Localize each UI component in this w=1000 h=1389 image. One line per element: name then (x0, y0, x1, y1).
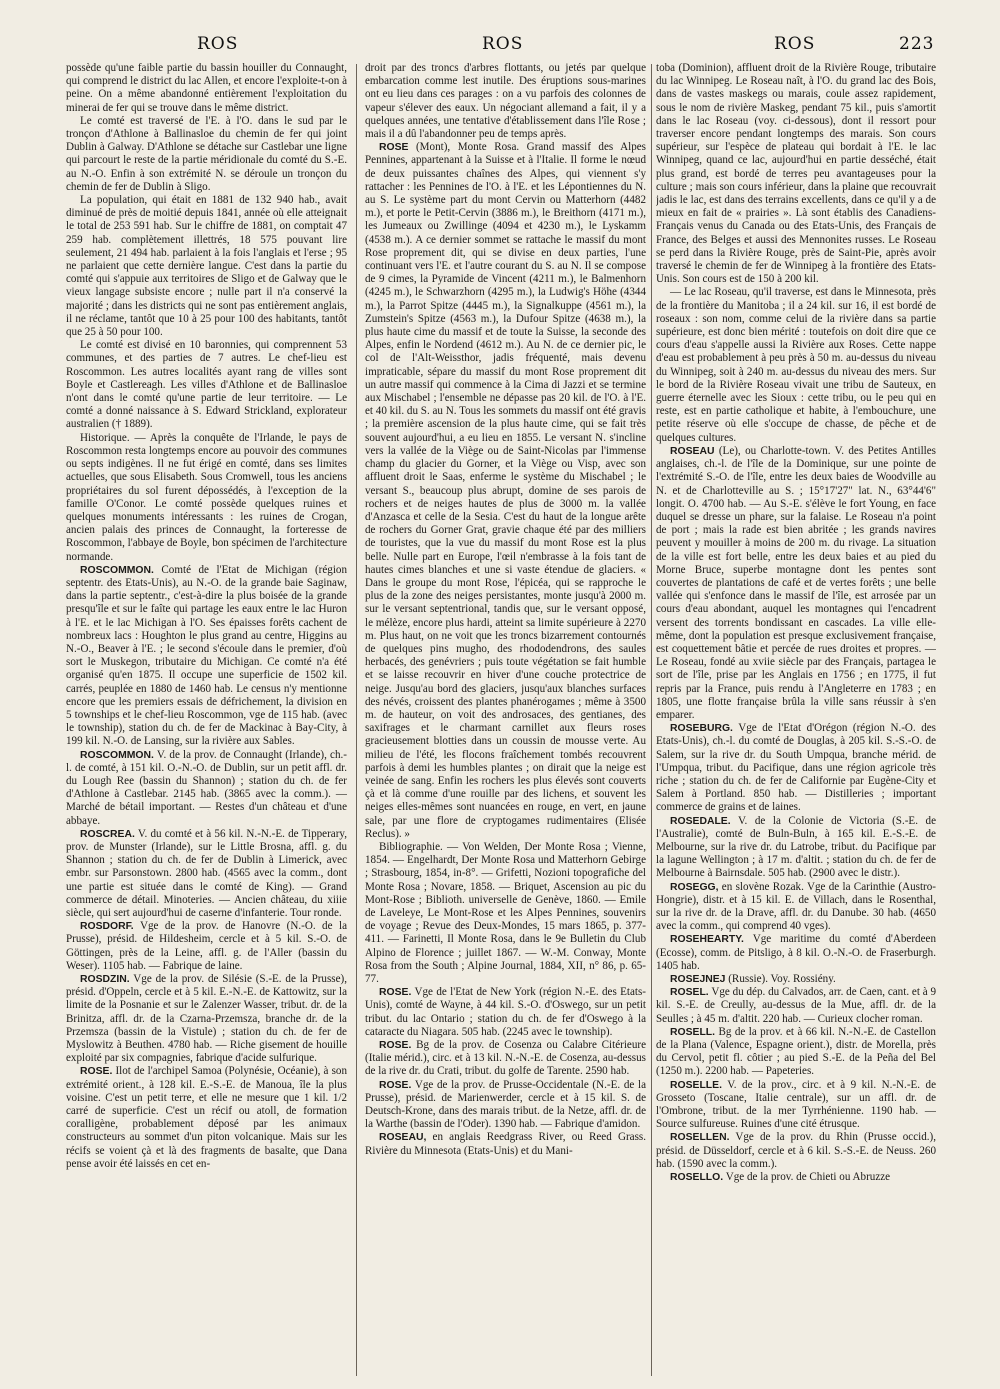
entry-text: La population, qui était en 1881 de 132 940 hab., avait diminué de près de moitié depuis 1841, année où elle atteignait le total de 253 591 hab. Sur le chiffre de 1881, on comptait 47 259 hab. complètement illettrés, 18 575 pouvant lire seulement, 21 494 hab. parlaient à la fois l'anglais et l'erse ; 95 ne parlaient que cette dernière langue. C'est dans la partie du comté qui s'appuie aux territoires de Sligo et de Galway que le vieux langage subsiste encore ; nulle part il n'a conservé la majorité ; dans les districts qui ne sont pas entièrement anglais, il ne réclame, tantôt que 10 à 25 pour 100 des habitants, tantôt que 25 à 50 pour 100. (66, 194, 347, 339)
text-column-1 (66, 62, 347, 1380)
entry-headword: ROSEGG, (670, 881, 719, 893)
paragraph (66, 115, 347, 194)
paragraph (66, 62, 347, 115)
entry-headword: ROSELLEN. (670, 1132, 730, 1144)
entry-headword: ROSE. (379, 1079, 412, 1091)
entry-headword: ROSELLO. (670, 1172, 724, 1184)
entry-headword: ROSEAU (670, 445, 715, 457)
dictionary-entry (66, 749, 347, 828)
entry-text: droit par des troncs d'arbres flottants, ou jetés par quelque embarcation comme lest inutile. Des éruptions sous-marines ont eu lieu dans ces parages : on a vu parfois des colonnes de vapeur s'élever des eaux. Un négociant allemand a fait, il y a quelques années, une tentative d'établissement dans l'île Rose ; mais il a dû l'abandonner peu de temps après. (365, 62, 646, 141)
entry-text: (Mont), Monte Rosa. Grand massif des Alpes Pennines, appartenant à la Suisse et à l'Italie. Il forme le nœud de deux puissantes chaînes des Alpes, qui viennent s'y rattacher : les Pennines de l'O. à l'E. et les Lépontiennes du N. au S. Le système part du mont Cervin ou Matterhorn (4482 m.), et porte le Petit-Cervin (3886 m.), le Breithorn (4171 m.), les Jumeaux ou Zwillinge (4094 et 4230 m.), le Lyskamm (4538 m.). A ce dernier sommet se rattache le massif du mont Rose proprement dit, qui se divise en deux parties, l'une continuant vers l'E. et l'autre courant du S. au N. Il se compose de 9 cimes, la Pyramide de Vincent (4211 m.), le Balmenhorn (4245 m.), le Schwarzhorn (4295 m.), la Ludwig's Höhe (4344 m.), la Parrot Spitze (4445 m.), la Signalkuppe (4561 m.), la Zumstein's Spitze (4563 m.), la Dufour Spitze (4638 m.), la plus haute cime du massif et de toute la Suisse, la seconde des Alpes, enfin le Nordend (4612 m.). Au N. de ce dernier pic, le col de l'Alt-Weissthor, jadis fréquenté, mais devenu impraticable, sépare du massif du mont Rose proprement dit un autre massif qui commence à la Cima di Jazzi et se termine aux Mischabel ; l'ensemble ne dépasse pas 20 kil. de l'O. à l'E. et 40 kil. du S. au N. Tous les sommets du massif ont été gravis ; la première ascension de la plus haute cime, qui se fait très souvent aujourd'hui, a eu lieu en 1855. Le versant N. s'incline vers la vallée de la Viège ou de Saint-Nicolas par l'immense champ du glacier du Gorner, et la Viège ou Visp, avec son affluent droit le Saas, enferme le système du Mischabel ; le versant S., beaucoup plus abrupt, domine de ses parois de rochers et de neiges hautes de plus de 3000 m. la vallée d'Anzasca et celle de la Sesia. C'est du haut de la longue arête de rochers du Gorner Grat, gravie chaque été par des milliers de touristes, que la vue du massif du mont Rose est la plus belle. Nulle part en Europe, l'œil n'embrasse à la fois tant de hautes cimes blanches et une si vaste étendue de glaciers. « Dans le groupe du mont Rose, l'épicéa, qui se rapproche le plus de la zone des neiges persistantes, monte jusqu'à 2000 m. sur le versant septentrional, tandis que, sur le versant opposé, le mélèze, encore plus hardi, atteint sa limite supérieure à 2270 m. Plus haut, on ne voit que les troncs bizarrement contournés de quelques pins mugho, des rhododendrons, des saules herbacés, des genévriers ; puis toute végétation se fait humble et se laisse recouvrir en hiver d'une couche protectrice de neige. Jusqu'au bord des glaciers, jusqu'aux blanches surfaces des névés, croissent des plantes phanérogames ; même à 3500 m. de hauteur, on voit des androsaces, des gentianes, des saxifrages et le charmant carnillet aux fleurs roses gracieusement blotties dans un coussin de mousse verte. Au milieu de l'été, les flocons fraîchement tombés recouvrent parfois à demi les humbles plantes ; on dirait que la neige est veinée de sang. Enfin les rochers les plus élevés sont couverts çà et là comme d'une rouille par des lichens, et souvent les neiges elles-mêmes sont nuancées en rouge, en vert, en jaune sale, par une flore de cryptogames rudimentaires (Elisée Reclus). » (365, 141, 646, 840)
entry-text: Vge de la prov. de Chieti ou Abruzze (725, 1171, 891, 1184)
entry-text: Bg de la prov. de Cosenza ou Calabre Citérieure (Italie mérid.), circ. et à 13 kil. N.-N.-E. de Cosenza, au-dessus de la rive dr. du Crati, tribut. du golfe de Tarente. 2590 hab. (365, 1039, 646, 1078)
paragraph (365, 62, 646, 141)
entry-headword: ROSEJNEJ (670, 974, 726, 986)
entry-headword: ROSE. (379, 1040, 412, 1052)
dictionary-entry (365, 1079, 646, 1132)
entry-headword: ROSEDALE. (670, 815, 731, 827)
entry-text: en slovène Rozak. Vge de la Carinthie (Austro-Hongrie), distr. et à 15 kil. E. de Villach, dans le Rosenthal, sur la rive dr. de la Drave, affl. dr. du Danube. 30 hab. (4650 avec la comm., qui comprend 40 vges). (656, 880, 936, 933)
dictionary-entry (656, 1026, 936, 1079)
entry-headword: ROSEHEARTY. (670, 934, 744, 946)
paragraph (66, 194, 347, 339)
dictionary-entry (66, 828, 347, 920)
paragraph (656, 62, 936, 286)
dictionary-entry (66, 1065, 347, 1171)
entry-headword: ROSEBURG. (670, 723, 733, 735)
entry-text: Le comté est traversé de l'E. à l'O. dans le sud par le tronçon d'Athlone à Ballinasloe du chemin de fer qui joint Dublin à Galway. D'Athlone se détache sur Castlebar une ligne qui parcourt le reste de la partie méridionale du comté du S.-E. au N.-O. Enfin à son extrémité N. se déroule un tronçon du chemin de fer de Dublin à Sligo. (66, 114, 347, 193)
entry-text: Ilot de l'archipel Samoa (Polynésie, Océanie), à son extrémité orient., à 128 kil. E.-S.-E. de Manoua, île la plus voisine. C'est un petit terre, et elle ne mesure que 1 kil. 1/2 carré de superficie. C'est un récif ou atoll, de formation coralligène, probablement déposé par les animaux constructeurs au sommet d'un piton volcanique. Mais sur les récifs se voient çà et là des fragments de basalte, que Dana pense avoir été laissés en cet en- (66, 1065, 347, 1170)
paragraph (66, 339, 347, 431)
paragraph (656, 286, 936, 444)
paragraph (66, 432, 347, 564)
dictionary-entry (656, 986, 936, 1026)
text-column-3 (656, 62, 936, 1380)
entry-headword: ROSE. (379, 987, 412, 999)
dictionary-entry (656, 722, 936, 814)
dictionary-entry (656, 815, 936, 881)
column-rule (356, 64, 357, 1376)
entry-headword: ROSEAU, (379, 1132, 427, 1144)
dictionary-entry (656, 445, 936, 722)
running-head-left: ROS (197, 34, 239, 54)
entry-headword: ROSELL. (670, 1026, 716, 1038)
entry-text: (Le), ou Charlotte-town. V. des Petites Antilles anglaises, ch.-l. de l'île de la Dominique, sur une pointe de l'extrémité S.-O. de l'île, entre les deux baies de Woodville au N. et de Charlotteville au S. ; 15°17'27" lat. N., 63°44'6" longit. O. 4700 hab. — Au S.-E. s'élève le fort Young, en face duquel se dresse un phare, sur la falaise. Le Roseau n'a point de port ; mais la rade est bien abritée ; les grands navires peuvent y mouiller à moins de 200 m. du rivage. La situation de la ville est fort belle, entre les deux baies et au pied du Morne Bruce, superbe montagne dont les pentes sont couvertes de plantations de café et de vertes forêts ; une belle vallée qui s'enfonce dans le massif de l'île, est arrosée par un cours d'eau abondant, auquel les montagnes qui l'encadrent versent des torrents bondissant en cascades. La ville elle-même, dont la population est presque exclusivement française, est coquettement bâtie et percée de rues droites et propres. — Le Roseau, fondé au xviie siècle par des Français, partagea le sort de l'île, prise par les Anglais en 1756 ; en 1775, il fut repris par la France, puis rendu à l'Angleterre en 1783 ; en 1805, une flotte française brûla la ville sans réussir à s'en emparer. (656, 444, 936, 721)
entry-text: Bibliographie. — Von Welden, Der Monte Rosa ; Vienne, 1854. — Engelhardt, Der Monte Rosa und Matterhorn Gebirge ; Strasbourg, 1854, in-8°. — Grifetti, Nozioni topografiche del Monte Rosa ; Novare, 1858. — Briquet, Ascension au pic du Mont-Rose ; Biblioth. universelle de Genève, 1860. — Emile de Laveleye, Le Mont-Rose et les Alpes Pennines, souvenirs de voyage ; Revue des Deux-Mondes, 15 mars 1865, p. 377-411. — Farinetti, Il Monte Rosa, dans le 9e Bulletin du Club Alpino de Florence ; juillet 1867. — W.-M. Conway, Monte Rosa from the South ; Alpine Journal, 1884, XII, n° 86, p. 65-77. (365, 840, 646, 986)
entry-text: Vge de la prov. de Hanovre (N.-O. de la Prusse), présid. de Hildesheim, cercle et à 5 kil. S.-O. de Göttingen, près de la Leine, affl. g. de l'Aller (bassin du Weser). 1105 hab. — Fabrique de laine. (66, 920, 347, 972)
entry-headword: ROSELLE. (670, 1079, 722, 1091)
column-rule (651, 64, 652, 1376)
entry-headword: ROSDORF. (80, 921, 134, 933)
dictionary-entry (656, 933, 936, 973)
entry-text: Historique. — Après la conquête de l'Irlande, le pays de Roscommon resta longtemps encore au pouvoir des communes ou septs indigènes. Il ne fut érigé en comté, dans ses limites actuelles, que sous Elisabeth. Sous Cromwell, tous les anciens propriétaires du sol furent dépossédés, à l'exception de la famille O'Conor. Le comté possède quelques ruines et quelques monuments intéressants : les ruines de Crogan, ancien palais des princes de Connaught, la forteresse de Roscommon, l'abbaye de Boyle, bon spécimen de l'architecture normande. (66, 431, 347, 563)
entry-headword: ROSCREA. (80, 828, 135, 840)
dictionary-entry (66, 920, 347, 973)
entry-text: Le comté est divisé en 10 baronnies, qui comprennent 53 communes, et des parties de 7 autres. Le chef-lieu est Roscommon. Les autres localités ayant rang de villes sont Boyle et Castlereagh. Les villes d'Athlone et de Ballinasloe n'ont dans le comté qu'une partie de leur territoire. — Le comté a donné naissance à S. Edward Strickland, explorateur australien († 1889). (66, 339, 347, 431)
entry-text: Bg de la prov. et à 66 kil. N.-N.-E. de Castellon de la Plana (Valence, Espagne orient.), distr. de Morella, près du Cervol, petit fl. côtier ; au pied S.-E. de la Peña del Bel (1250 m.). 2200 hab. — Papeteries. (656, 1025, 936, 1078)
paragraph (365, 841, 646, 986)
entry-headword: ROSCOMMON. (80, 564, 154, 576)
entry-headword: ROSEL. (670, 987, 709, 999)
entry-text: Vge de la prov. du Rhin (Prusse occid.), présid. de Düsseldorf, cercle et à 6 kil. S.-S.-E. de Neuss. 260 hab. (1590 avec la comm.). (656, 1131, 936, 1170)
entry-text: V. de la prov. de Connaught (Irlande), ch.-l. de comté, à 151 kil. O.-N.-O. de Dublin, sur un petit affl. dr. du Lough Ree (bassin du Shannon) ; station du ch. de fer d'Athlone à Castlebar. 2145 hab. (3865 avec la comm.). — Marché de bétail important. — Restes d'un château et d'une abbaye. (66, 748, 347, 827)
entry-text: V. du comté et à 56 kil. N.-N.-E. de Tipperary, prov. de Munster (Irlande), sur le Little Brosna, affl. g. du Shannon ; station du ch. de fer de Dublin à Limerick, avec embr. sur Parsonstown. 2800 hab. (4565 avec la comm., dont une partie est située dans le comté de King). — Grand commerce de détail. Minoteries. — Ancien château, du xiiie siècle, qui sert aujourd'hui de caserne d'infanterie. Tour ronde. (66, 827, 347, 919)
entry-text: en anglais Reedgrass River, ou Reed Grass. Rivière du Minnesota (Etats-Unis) et du Mani- (365, 1131, 646, 1157)
entry-text: Vge de la prov. de Silésie (S.-E. de la Prusse), présid. d'Oppeln, cercle et à 5 kil. E.-N.-E. de Kattowitz, sur la limite de la Posnanie et sur le Zalenzer Wasser, tribut. dr. de la Brinitza, affl. dr. de la Czarna-Przemsza, branche dr. de la Przemsza (bassin de la Vistule) ; station du ch. de fer de Myslowitz à Beuthen. 4780 hab. — Riche gisement de houille exploité par six compagnies, fabrique d'acide sulfurique. (66, 973, 347, 1065)
dictionary-entry (66, 564, 347, 749)
dictionary-entry (365, 1131, 646, 1157)
entry-headword: ROSE (379, 142, 409, 154)
entry-text: Vge de la prov. de Prusse-Occidentale (N.-E. de la Prusse), présid. de Marienwerder, cercle et à 15 kil. S. de Deutsch-Krone, dans des marais tribut. de la Netze, affl. dr. de la Warthe (bassin de l'Oder). 1390 hab. — Fabrique d'amidon. (365, 1078, 646, 1131)
text-column-2 (365, 62, 646, 1380)
entry-text: V. de la Colonie de Victoria (S.-E. de l'Australie), comté de Buln-Buln, à 165 kil. E.-S.-E. de Melbourne, sur la rive dr. du Latrobe, tribut. du Pacifique par la lagune Wellington ; à 17 m. d'altit. ; station du ch. de fer de Melbourne à Bairnsdale. 505 hab. (2900 avec le distr.). (656, 814, 936, 880)
dictionary-entry (66, 973, 347, 1065)
page-number: 223 (899, 34, 935, 54)
entry-text: Comté de l'Etat de Michigan (région septentr. des Etats-Unis), au N.-O. de la grande baie Saginaw, dans la partie septentr., c'est-à-dire la plus boisée de la grande presqu'île et sur le faîte qui partage les eaux entre le lac Huron à l'E. et le lac Michigan à l'O. Ses épaisses forêts cachent de nombreux lacs : Houghton le plus grand au centre, Higgins au N.-O., Beaver à l'E. ; le second s'écoule dans le premier, d'où sort le Muskegon, tributaire du Michigan. Ce comté n'a été organisé qu'en 1875. Il occupe une superficie de 1502 kil. carrés, peuplée en 1880 de 1460 hab. Le census n'y mentionne encore que les premiers essais de défrichement, la division en 5 townships et le chef-lieu Roscommon, vge de 115 hab. (avec le township), station du ch. de fer de Mackinac à Bay-City, à 199 kil. N.-O. de Lansing, sur la rivière aux Sables. (66, 563, 347, 748)
entry-text: (Russie). Voy. Rossiény. (728, 973, 836, 986)
dictionary-entry (656, 973, 936, 986)
entry-text: — Le lac Roseau, qu'il traverse, est dans le Minnesota, près de la frontière du Manitoba ; il a 24 kil. sur 16, il est bordé de roseaux : son nom, comme celui de la rivière dans sa partie supérieure, est donc bien mérité : toutefois on doit dire que ce cours d'eau s'appelle aussi la Rivière aux Roses. Cette nappe d'eau est probablement à peu près à 50 m. au-dessus du niveau du Winnipeg, soit à 240 m. au-dessus du niveau des mers. Sur le bord de la Rivière Roseau vivait une tribu de Sauteux, en guerre éternelle avec les Sioux : cette tribu, ou le peu qui en reste, est en partie catholique et habite, à l'embouchure, une petite réserve où elle s'occupe de chasse, de pêche et de quelques cultures. (656, 286, 936, 444)
entry-text: V. de la prov., circ. et à 9 kil. N.-N.-E. de Grosseto (Toscane, Italie centrale), sur un affl. dr. de l'Ombrone, tribut. de la mer Tyrrhénienne. 1190 hab. — Source sulfureuse. Ruines d'une cité étrusque. (656, 1078, 936, 1131)
entry-text: Vge du dép. du Calvados, arr. de Caen, cant. et à 9 kil. S.-E. de Creully, au-dessus de la Mue, affl. dr. de la Seulles ; à 45 m. d'altit. 220 hab. — Curieux clocher roman. (656, 986, 936, 1025)
entry-headword: ROSE. (80, 1066, 113, 1078)
running-head-center: ROS (482, 34, 524, 54)
entry-text: Vge maritime du comté d'Aberdeen (Ecosse), comm. de Pitsligo, à 8 kil. O.-N.-O. de Fraserburgh. 1405 hab. (656, 933, 936, 972)
dictionary-entry (656, 1171, 936, 1184)
dictionary-entry (656, 881, 936, 934)
entry-text: toba (Dominion), affluent droit de la Rivière Rouge, tributaire du lac Winnipeg. Le Roseau naît, à l'O. du grand lac des Bois, dans de vastes maskegs ou marais, coule assez rapidement, sous le nom de rivière Maskeg, pendant 75 kil., puis s'amortit dans le lac Roseau (voy. ci-dessous), dont il ressort pour traverser encore pendant longtemps des marais. Son cours supérieur, sur l'espèce de plateau qui bordait à l'E. le lac Winnipeg, quand ce lac, aujourd'hui en partie desséché, était plus grand, est bordé de terres peu avantageuses pour la culture ; mais son cours inférieur, dans la plaine que recouvrait jadis le lac, est dans des terrains excellents, dans ce qu'il y a de mieux en fait de « prairies ». Là sont établis des Canadiens-Français venus du Canada ou des Etats-Unis, des Français de France, des Belges et aussi des Mennonites russes. Le Roseau se perd dans la Rivière Rouge, près de Saint-Pie, après avoir traversé le chemin de fer de Winnipeg à la frontière des Etats-Unis. Son cours est de 150 à 200 kil. (656, 62, 936, 286)
entry-text: Vge de l'Etat de New York (région N.-E. des Etats-Unis), comté de Wayne, à 44 kil. S.-O. d'Oswego, sur un petit tribut. du lac Ontario ; station du ch. de fer d'Oswego à la cataracte du Niagara. 505 hab. (2245 avec le township). (365, 986, 646, 1038)
running-head-right: ROS (774, 34, 816, 54)
entry-headword: ROSCOMMON. (80, 749, 154, 761)
dictionary-entry (365, 986, 646, 1039)
dictionary-entry (656, 1079, 936, 1132)
dictionary-entry (656, 1131, 936, 1171)
entry-text: Vge de l'Etat d'Orégon (région N.-O. des Etats-Unis), ch.-l. du comté de Douglas, à 205 kil. S.-S.-O. de Salem, sur la rive dr. du South Umpqua, branche mérid. de l'Umpqua, tribut. du Pacifique, dans une région agricole très riche ; station du ch. de fer de Californie par Eugène-City et Salem à Portland. 850 hab. — Distilleries ; important commerce de grains et de laines. (656, 722, 936, 814)
entry-text: possède qu'une faible partie du bassin houiller du Connaught, qui comprend le district du lac Allen, et encore l'exploite-t-on à peine. On a même abandonné entièrement l'exploitation du minerai de fer qui se trouve dans le même district. (66, 62, 347, 114)
entry-headword: ROSDZIN. (80, 974, 130, 986)
dictionary-entry (365, 1039, 646, 1079)
dictionary-entry (365, 141, 646, 841)
